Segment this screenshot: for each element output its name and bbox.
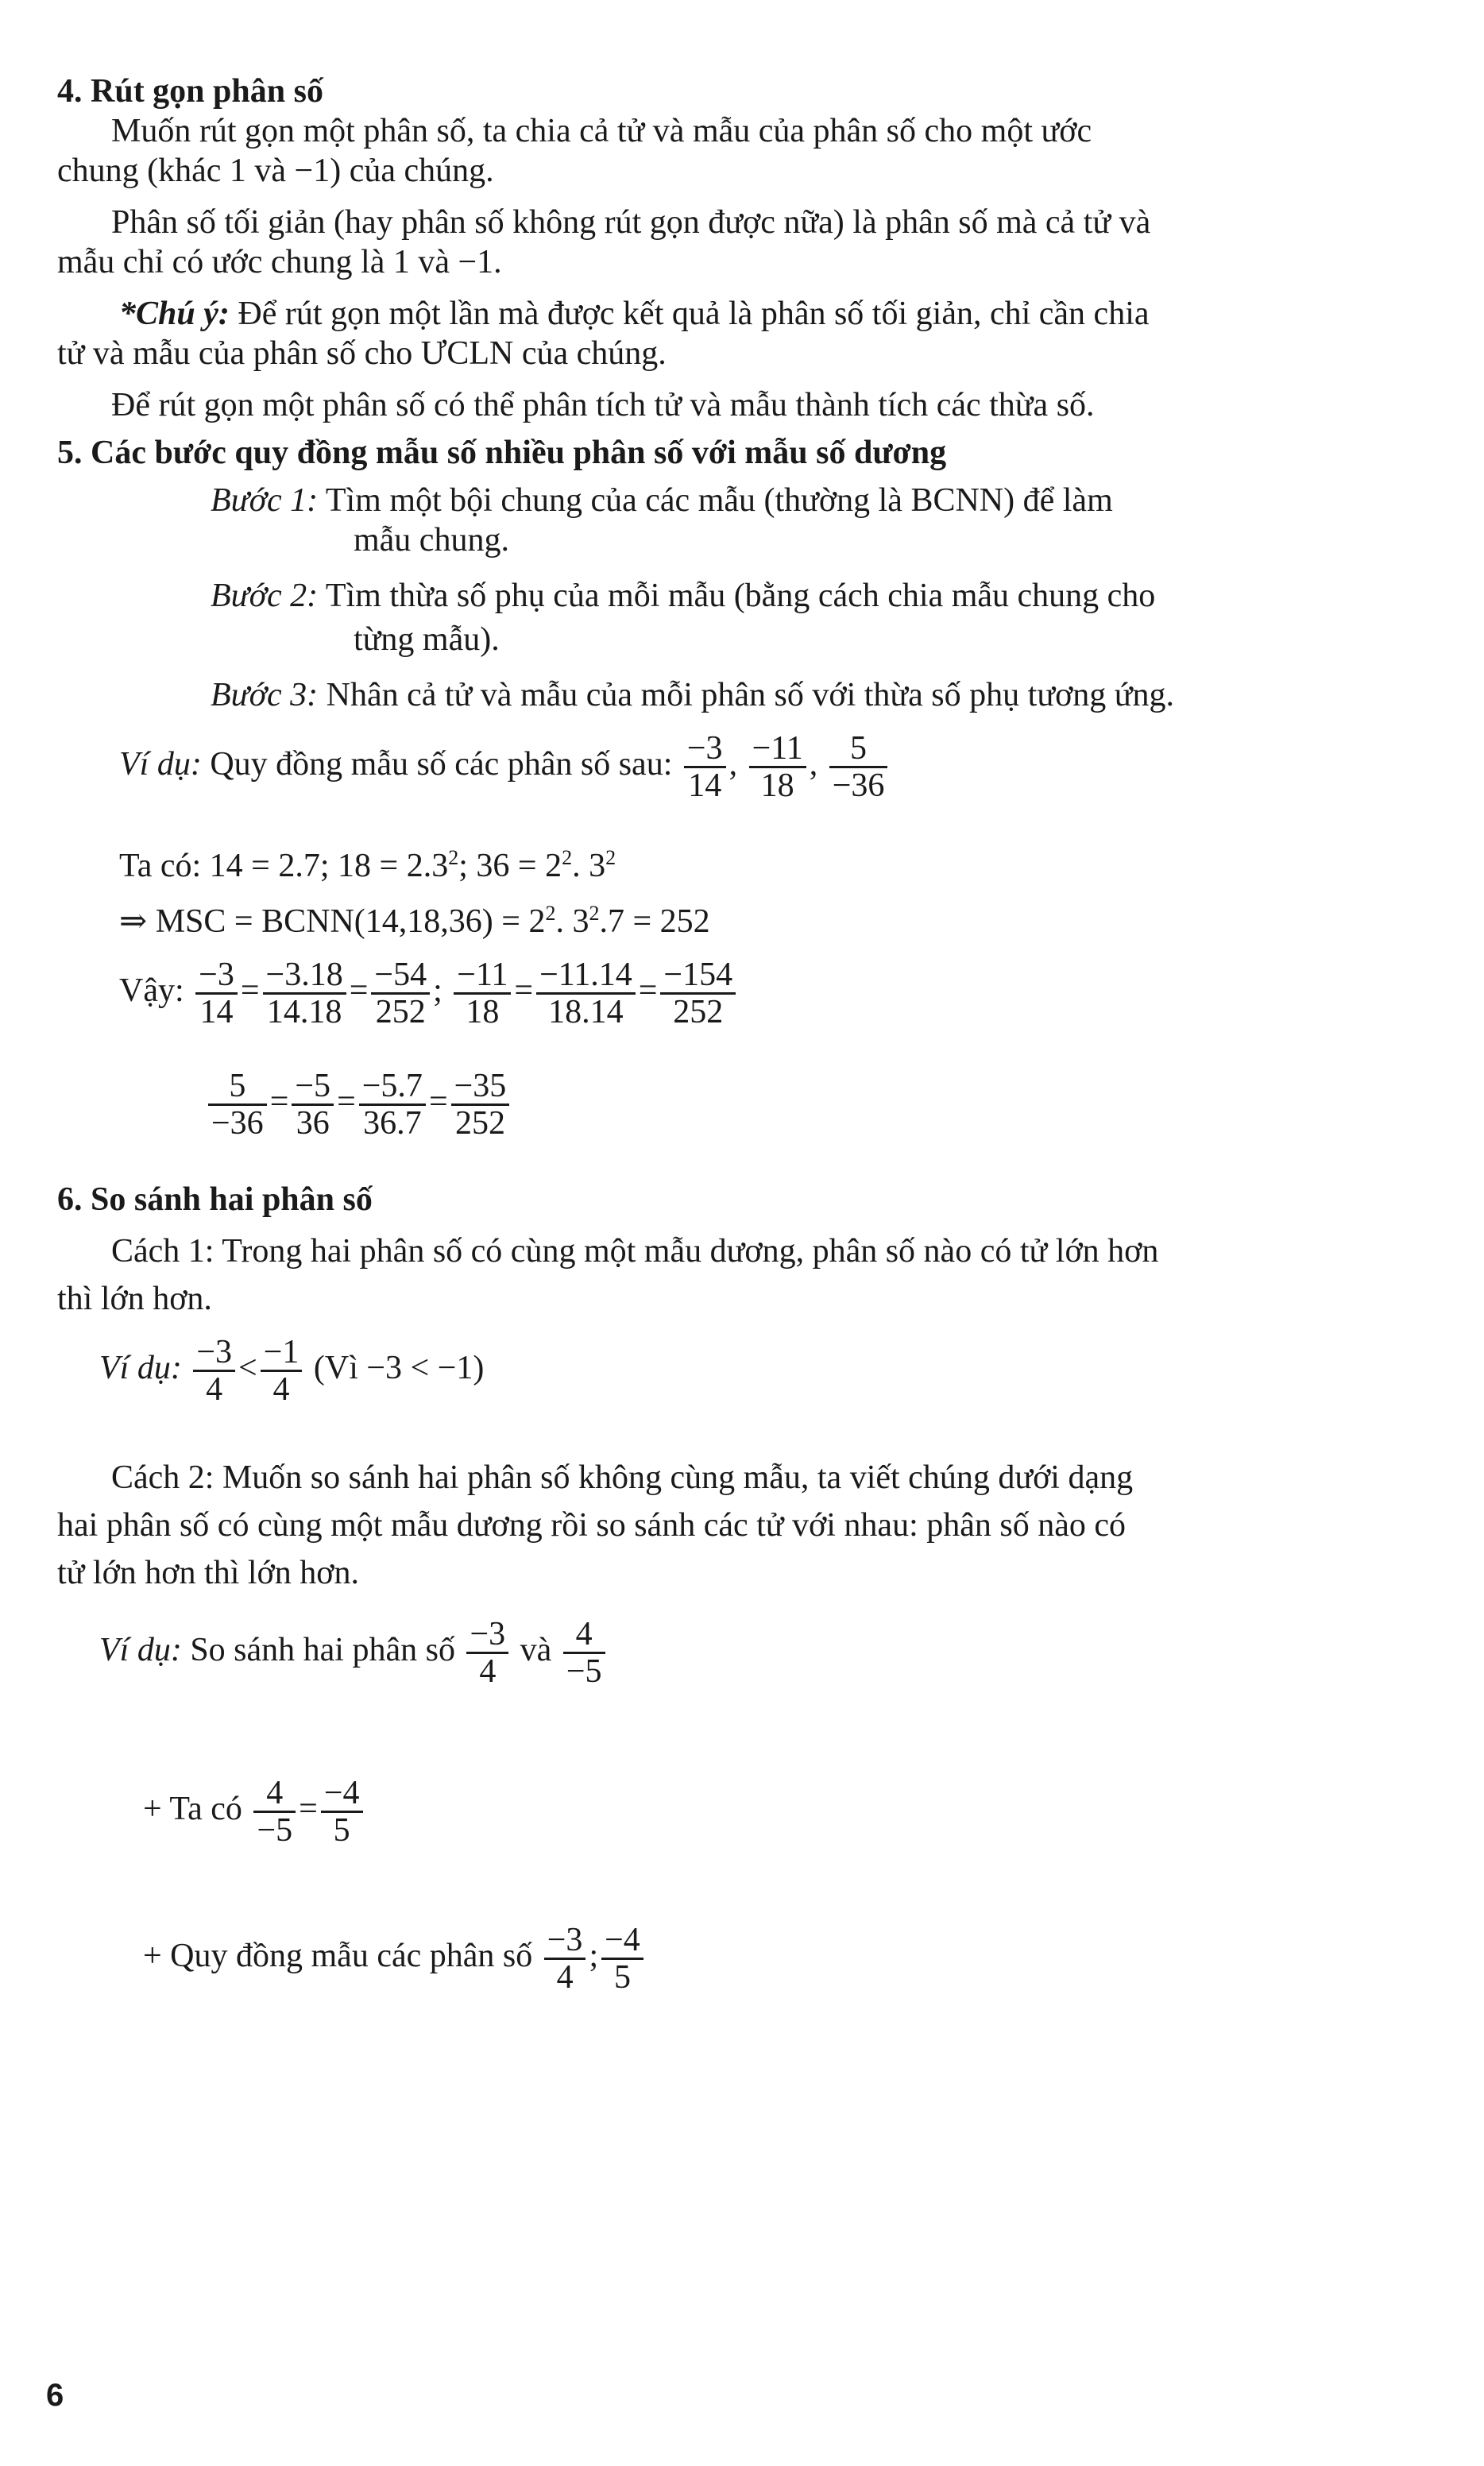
fraction: $\frac{-3}{14}$: [195, 957, 238, 1030]
s6-method2-line2: hai phân số có cùng một mẫu dương rồi so sánh các tử với nhau: phân số nào có: [57, 1507, 1127, 1544]
s4-note-line2: tử và mẫu của phân số cho ƯCLN của chúng.: [57, 335, 667, 372]
s4-para2-line2: mẫu chỉ có ước chung là 1 và −1.: [57, 244, 502, 280]
s4-para1-line1: Muốn rút gọn một phân số, ta chia cả tử và mẫu của phân số cho một ước: [111, 113, 1092, 149]
step2-line2: từng mẫu).: [354, 621, 500, 658]
fraction: $\frac{-1}{4}$: [261, 1335, 303, 1407]
s6-method1-line1: Cách 1: Trong hai phân số có cùng một mẫu dương, phân số nào có tử lớn hơn: [111, 1233, 1159, 1270]
fraction: $\frac{-154}{252}$: [660, 957, 736, 1030]
section-6-heading: 6. So sánh hai phân số: [57, 1181, 373, 1218]
s4-para1-line2: chung (khác 1 và −1) của chúng.: [57, 153, 494, 189]
fraction: $\frac{-4}{5}$: [321, 1776, 363, 1848]
fraction: $\frac{-3}{4}$: [193, 1335, 235, 1407]
s6-step-b: + Quy đồng mẫu các phân số $\frac{-3}{4}$ ; $\frac{-4}{5}$: [143, 1923, 647, 1995]
fraction: $\frac{-11.14}{18.14}$: [536, 957, 636, 1030]
fraction: $\frac{4}{-5}$: [253, 1776, 296, 1848]
factorization-line: Ta có: 14 = 2.7; $18 = 2.3^2$; $36 = 2^2$. $3^2$: [119, 846, 616, 884]
fraction: $\frac{-3.18}{14.18}$: [263, 957, 346, 1030]
s6-method2-line3: tử lớn hơn thì lớn hơn.: [57, 1555, 359, 1591]
step2-line1: Bước 2: Tìm thừa số phụ của mỗi mẫu (bằng cách chia mẫu chung cho: [211, 578, 1156, 614]
fraction: $\frac{-54}{252}$: [371, 957, 430, 1030]
s4-note-line1: *Chú ý: Để rút gọn một lần mà được kết quả là phân số tối giản, chỉ cần chia: [119, 296, 1150, 332]
note-label: *Chú ý:: [119, 296, 230, 332]
step3-label: Bước 3:: [211, 677, 319, 713]
section-4-heading: 4. Rút gọn phân số: [57, 73, 323, 110]
fraction: $\frac{-3}{14}$: [684, 731, 726, 803]
msc-line: ⇒ MSC = BCNN(14,18,36) = $2^2$. $3^2.7 = 252$: [119, 902, 710, 940]
equation-row-1: Vậy: $\frac{-3}{14}$ = $\frac{-3.18}{14.18}$ = $\frac{-54}{252}$ ; $\frac{-11}{18}$ = $\frac{-11.14}{18.14}$ = $\frac{-154}{252}$: [119, 957, 739, 1030]
fraction: $\frac{-11}{18}$: [454, 957, 511, 1030]
section-5-heading: 5. Các bước quy đồng mẫu số nhiều phân số với mẫu số dương: [57, 435, 947, 471]
page-number: 6: [46, 2378, 64, 2413]
fraction: $\frac{-3}{4}$: [544, 1923, 586, 1995]
fraction: $\frac{5}{-36}$: [208, 1069, 267, 1141]
s6-method1-line2: thì lớn hơn.: [57, 1281, 212, 1317]
fraction: $\frac{-35}{252}$: [451, 1069, 510, 1141]
step1-label: Bước 1:: [211, 482, 319, 519]
s6-method2-line1: Cách 2: Muốn so sánh hai phân số không cùng mẫu, ta viết chúng dưới dạng: [111, 1459, 1134, 1496]
s6-example2: Ví dụ: So sánh hai phân số $\frac{-3}{4}$ và $\frac{4}{-5}$: [99, 1617, 609, 1689]
s4-para2-line1: Phân số tối giản (hay phân số không rút gọn được nữa) là phân số mà cả tử và: [111, 204, 1151, 241]
fraction: $\frac{-4}{5}$: [601, 1923, 643, 1995]
fraction: $\frac{-5.7}{36.7}$: [359, 1069, 426, 1141]
s4-para3: Để rút gọn một phân số có thể phân tích tử và mẫu thành tích các thừa số.: [111, 387, 1095, 423]
step1-line2: mẫu chung.: [354, 522, 509, 559]
step1-line1: Bước 1: Tìm một bội chung của các mẫu (thường là BCNN) để làm: [211, 482, 1113, 519]
fraction: $\frac{5}{-36}$: [829, 731, 888, 803]
fraction: $\frac{-3}{4}$: [466, 1617, 508, 1689]
fraction: $\frac{4}{-5}$: [563, 1617, 605, 1689]
fraction: $\frac{-11}{18}$: [749, 731, 806, 803]
step2-label: Bước 2:: [211, 578, 319, 614]
fraction: $\frac{-5}{36}$: [292, 1069, 334, 1141]
s5-example: Ví dụ: Quy đồng mẫu số các phân số sau: $\frac{-3}{14}$ , $\frac{-11}{18}$ , $\frac{5}{-36}$: [119, 731, 891, 803]
s6-example1: Ví dụ: $\frac{-3}{4}$ < $\frac{-1}{4}$ (Vì −3 < −1): [99, 1334, 485, 1409]
s6-step-a: + Ta có $\frac{4}{-5}$ = $\frac{-4}{5}$: [143, 1776, 366, 1848]
step3-line: Bước 3: Nhân cả tử và mẫu của mỗi phân số với thừa số phụ tương ứng.: [211, 677, 1175, 713]
equation-row-2: $\frac{5}{-36}$ = $\frac{-5}{36}$ = $\frac{-5.7}{36.7}$ = $\frac{-35}{252}$: [205, 1069, 512, 1141]
